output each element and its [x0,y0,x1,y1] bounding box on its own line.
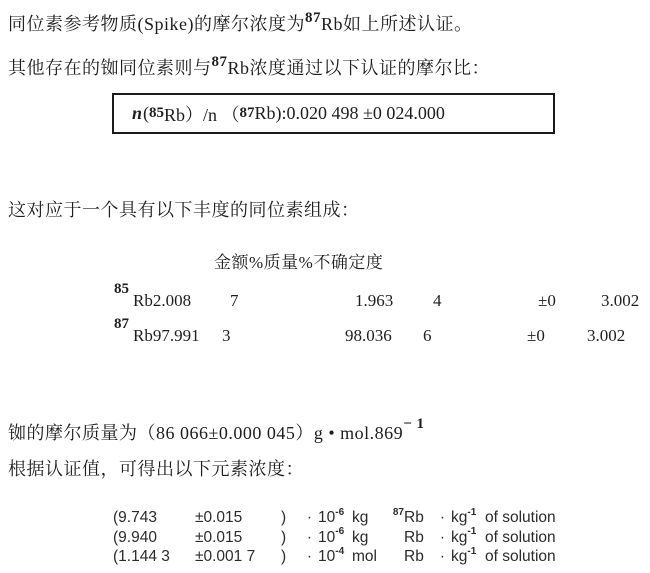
abundance-85-uncertainty-sign: ±0 [538,291,556,310]
ratio-segment-2: Rb) [254,103,282,123]
ten-exponent: -4 [335,545,345,557]
element-symbol: Rb [404,548,424,565]
abundance-85-amount: Rb2.008 [133,291,192,310]
power-of-ten [318,547,352,567]
power-of-ten [318,508,352,528]
kg-base: kg [451,548,468,565]
abundance-85-mass: 1.963 [355,291,394,310]
kg-exponent: -1 [467,545,477,557]
abundance-87-mass: 98.036 [345,326,392,345]
kg-exponent: -1 [467,526,477,538]
ratio-value: :0.020 498 ±0 024.000 [281,103,445,123]
abundance-87-amount-digit: 3 [222,326,231,345]
amount-unit: mol [352,548,377,565]
conc-value: (1.144 3 [113,548,170,565]
conc-close-paren: ) [281,528,287,546]
ratio-open-paren: ( [143,103,150,123]
mass-unit: kg [352,528,369,546]
molar-ratio-formula-box: n ( $^{85}$ Rb）/n （ $^{87}$ Rb) :0.020 498 ±0 024.000 [112,93,555,134]
composition-intro-line [8,196,360,222]
multiply-dot: · [439,548,446,565]
intro-line-other-isotopes [8,54,490,80]
abundance-87-mass-digit: 6 [423,326,432,345]
of-solution-text: of solution [485,528,556,546]
abundance-85-mass-digit: 4 [433,291,442,310]
of-solution-text: of solution [485,548,556,565]
conc-uncertainty: ±0.015 [195,509,243,526]
isotope-87-superscript: 87 [211,54,228,70]
power-of-ten [318,528,352,548]
conc-uncertainty: ±0.015 [195,528,243,546]
abundance-87-amount: Rb97.991 [133,326,200,345]
concentration-block [113,508,556,567]
abundance-row-85: 85 Rb2.008 7 1.963 4 ±0 3.002 [114,281,640,310]
ten-base: 10 [318,528,336,546]
multiply-dot: · [439,528,446,546]
multiply-dot: · [306,509,313,526]
multiply-dot: · [306,548,313,565]
intro-line-spike-prefix: 同位素参考物质(Spike)的摩尔浓度为 [8,14,305,34]
multiply-dot: · [306,528,313,546]
conc-uncertainty: ±0.001 7 [195,548,256,565]
abundance-85-amount-digit: 7 [230,291,239,310]
abundance-table-header [214,248,383,273]
per-kg-unit [451,508,485,528]
abundance-row-87: 87 Rb97.991 3 98.036 6 ±0 3.002 [114,316,626,345]
intro-line-spike-suffix: Rb如上所述认证。 [321,14,473,34]
abundance-header-text: 金额%质量%不确定度 [214,253,384,272]
abundance-85-uncertainty: 3.002 [601,291,640,310]
conc-close-paren: ) [281,509,287,526]
derived-concentration-intro [8,455,304,481]
molar-mass-line [8,416,425,445]
abundance-87-uncertainty-sign: ±0 [527,326,545,345]
molar-mass-text: 铷的摩尔质量为（86 066±0.000 045）g • mol.869 [8,423,404,443]
kg-base: kg [451,528,468,546]
ten-exponent: -6 [335,506,345,518]
intro-line-other-prefix: 其他存在的铷同位素则与 [8,58,212,78]
intro-line-spike [8,10,473,36]
kg-base: kg [451,509,468,526]
ten-base: 10 [318,509,336,526]
per-kg-unit [451,547,485,567]
species [390,547,434,567]
species [390,528,434,548]
element-symbol: Rb [404,509,424,526]
per-kg-unit [451,528,485,548]
abundance-87-uncertainty: 3.002 [587,326,626,345]
exponent-minus-1: − 1 [403,416,425,432]
element-symbol: Rb [404,528,424,546]
concentration-line-rb-mol [113,547,556,567]
species: $^{87}$Rb [392,506,424,526]
ratio-variable-n: n [132,103,143,123]
multiply-dot: · [439,509,446,526]
ten-exponent: -6 [335,526,345,538]
ten-base: 10 [318,548,336,565]
composition-intro-text: 这对应于一个具有以下丰度的同位素组成： [8,200,360,220]
conc-value: (9.940 [113,528,157,546]
ratio-segment-1: Rb）/n （ [164,104,240,125]
isotope-87-superscript: 87 [305,10,321,26]
derived-concentration-text: 根据认证值，可得出以下元素浓度： [8,459,304,479]
concentration-line-rb-mass [113,528,556,548]
conc-value: (9.743 [113,509,157,526]
intro-line-other-suffix: Rb浓度通过以下认证的摩尔比： [227,58,491,78]
concentration-line-87rb [113,508,556,528]
mass-unit: kg [352,509,369,526]
of-solution-text: of solution [485,509,556,526]
conc-close-paren: ) [281,548,287,565]
kg-exponent: -1 [467,506,477,518]
